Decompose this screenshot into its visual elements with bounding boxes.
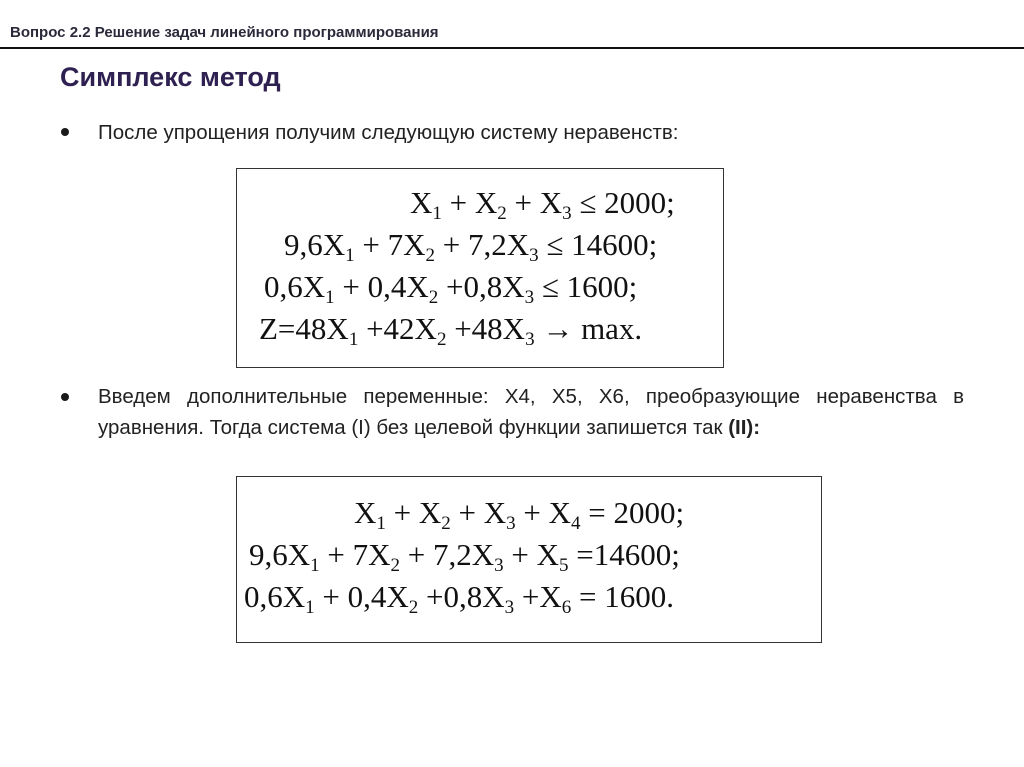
- variable-index: 1: [432, 203, 442, 224]
- bullet-text-2: [98, 381, 964, 443]
- bullet-icon: [61, 128, 69, 136]
- equation-term: =14600;: [568, 537, 680, 572]
- bullet-icon: [61, 393, 69, 401]
- equation-term: +48X: [446, 311, 526, 346]
- variable-index: 2: [408, 597, 419, 618]
- equation-line: [244, 579, 674, 618]
- bullet-text-1: После упрощения получим следующую систему неравенств:: [98, 121, 679, 144]
- equation-system-box: [236, 476, 822, 643]
- equation-term: 0,6X: [264, 269, 326, 304]
- equation-term: 9,6X: [284, 227, 346, 262]
- equation-term: = 2000;: [580, 495, 685, 530]
- equation-term: +0,8X: [438, 269, 525, 304]
- variable-index: 2: [425, 245, 436, 266]
- equation-line: [264, 269, 638, 308]
- equation-term: + 7,2X: [400, 537, 495, 572]
- equation-line: [259, 311, 643, 350]
- header-divider: [0, 47, 1024, 49]
- equation-line: [410, 185, 675, 224]
- equation-term: + X: [385, 495, 442, 530]
- equation-term: ≤ 2000;: [571, 185, 675, 220]
- equation-line: [354, 495, 685, 534]
- variable-index: 5: [559, 555, 569, 576]
- variable-index: 3: [524, 287, 535, 308]
- slide-header: Вопрос 2.2 Решение задач линейного программирования: [10, 24, 439, 41]
- equation-term: + X: [503, 537, 560, 572]
- equation-term: + 0,4X: [334, 269, 429, 304]
- equation-line: [284, 227, 658, 266]
- equation-term: ≤ 1600;: [534, 269, 638, 304]
- equation-term: = 1600.: [571, 579, 674, 614]
- equation-term: ≤ 14600;: [538, 227, 658, 262]
- variable-index: 4: [571, 513, 581, 534]
- equation-term: + 7X: [319, 537, 391, 572]
- equation-term: 0,6X: [244, 579, 306, 614]
- variable-index: 1: [305, 597, 315, 618]
- variable-index: 2: [441, 513, 451, 534]
- equation-term: Z=48X: [259, 311, 349, 346]
- variable-index: 3: [494, 555, 504, 576]
- equation-term: X: [354, 495, 377, 530]
- bullet-text-2-body: Введем дополнительные переменные: Х4, Х5, Х6, преобразующие неравенства в уравнения. Тогда система (I) без целевой функции запишется так: [98, 385, 964, 439]
- equation-term: → max.: [534, 311, 643, 346]
- slide-title: Симплекс метод: [60, 62, 281, 92]
- variable-index: 2: [436, 329, 447, 350]
- variable-index: 1: [325, 287, 335, 308]
- variable-index: 1: [376, 513, 386, 534]
- inequality-system-box: [236, 168, 724, 368]
- equation-term: +X: [514, 579, 562, 614]
- variable-index: 6: [561, 597, 572, 618]
- equation-term: + X: [506, 185, 563, 220]
- variable-index: 1: [348, 329, 359, 350]
- variable-index: 2: [390, 555, 401, 576]
- variable-index: 1: [310, 555, 320, 576]
- variable-index: 3: [525, 329, 535, 350]
- equation-term: + X: [441, 185, 498, 220]
- equation-term: + X: [515, 495, 572, 530]
- equation-term: X: [410, 185, 433, 220]
- equation-term: +0,8X: [418, 579, 505, 614]
- equation-line: [249, 537, 680, 576]
- equation-term: + X: [450, 495, 507, 530]
- variable-index: 2: [428, 287, 439, 308]
- variable-index: 3: [506, 513, 516, 534]
- equation-term: + 7X: [354, 227, 426, 262]
- variable-index: 3: [562, 203, 572, 224]
- variable-index: 1: [345, 245, 355, 266]
- variable-index: 3: [529, 245, 539, 266]
- variable-index: 2: [497, 203, 507, 224]
- equation-term: 9,6X: [249, 537, 311, 572]
- equation-term: + 7,2X: [435, 227, 530, 262]
- equation-term: +42X: [358, 311, 437, 346]
- system-label: (II):: [728, 416, 761, 439]
- equation-term: + 0,4X: [314, 579, 409, 614]
- variable-index: 3: [504, 597, 515, 618]
